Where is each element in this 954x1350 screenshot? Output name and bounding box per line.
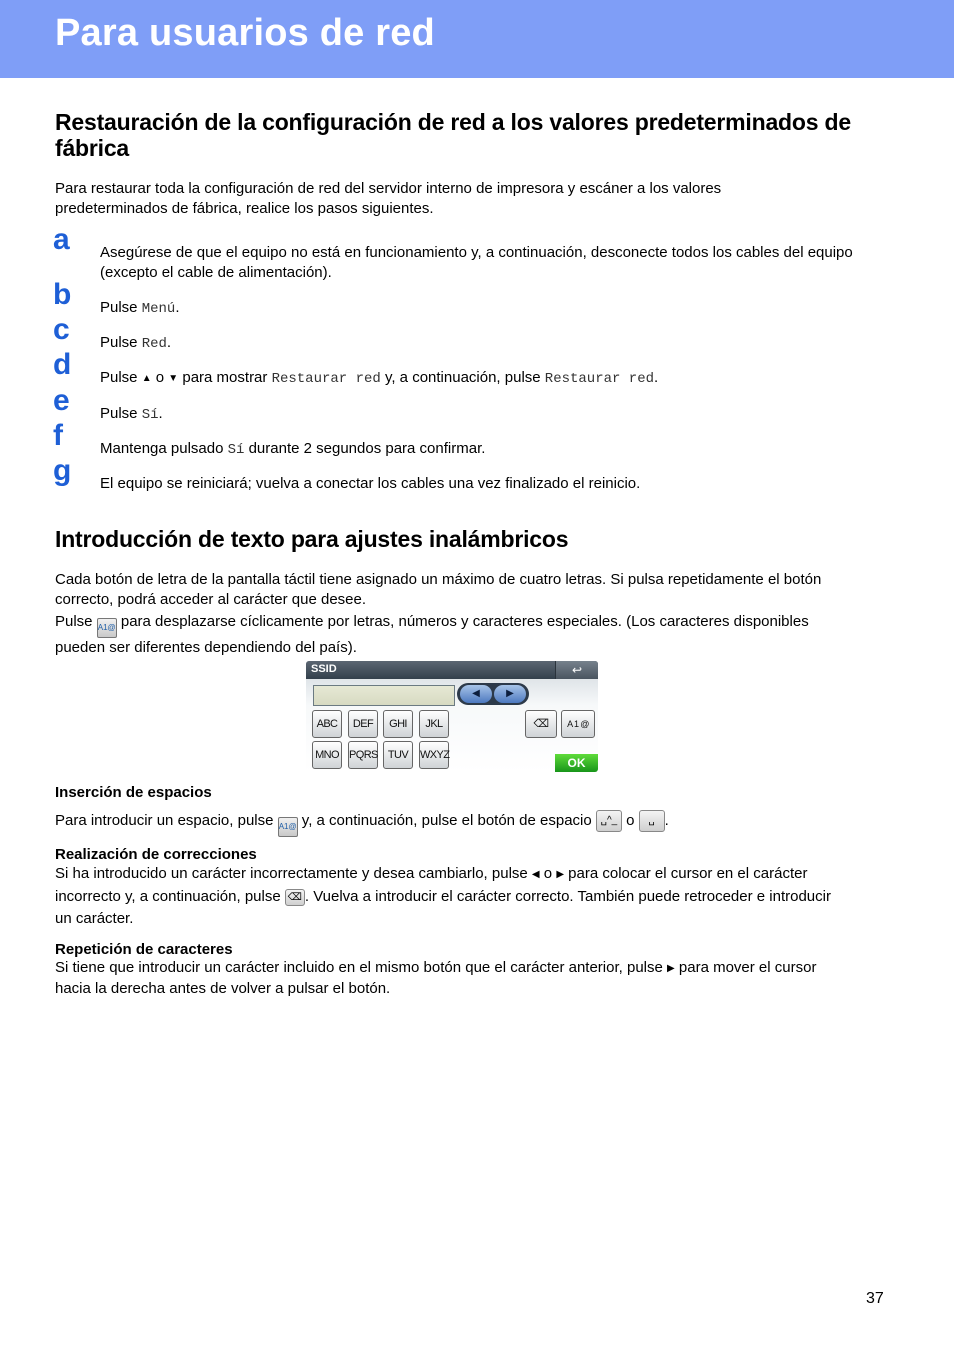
step-text-mid: y, a continuación, pulse xyxy=(380,369,545,386)
spaces-title: Inserción de espacios xyxy=(55,784,212,801)
spaces-pre: Para introducir un espacio, pulse xyxy=(55,811,278,829)
ok-button: OK xyxy=(555,754,598,772)
a1-mode-icon: A1@ xyxy=(97,618,117,638)
key-jkl: JKL xyxy=(419,710,449,738)
ssid-input-field xyxy=(313,685,455,706)
key-mno: MNO xyxy=(312,741,342,769)
step-text-post: durante 2 segundos para confirmar. xyxy=(244,440,486,457)
corrections-or: o xyxy=(539,865,557,882)
key-ghi: GHI xyxy=(383,710,413,738)
step-letter: g xyxy=(53,454,72,487)
step-letter: d xyxy=(53,348,72,381)
lcd-red-label: Red xyxy=(141,336,167,352)
space-key-icon: ␣ xyxy=(639,810,665,832)
repeat-text xyxy=(55,958,850,998)
right-arrow-icon: ▶ xyxy=(494,685,526,703)
repeat-post: para mover el cursor hacia la derecha antes de volver a pulsar el botón. xyxy=(55,959,817,997)
screen-title: SSID xyxy=(311,663,337,675)
step-text xyxy=(100,404,855,426)
corrections-title: Realización de correcciones xyxy=(55,846,257,863)
cursor-arrow-buttons xyxy=(457,683,529,705)
step-text-mid: o xyxy=(151,369,169,386)
backspace-icon: ⌫ xyxy=(525,710,557,738)
step-text-post: . xyxy=(166,334,172,351)
key-def: DEF xyxy=(348,710,378,738)
step-text-mid: para mostrar xyxy=(178,369,272,386)
repeat-title: Repetición de caracteres xyxy=(55,941,233,958)
a1-mode-icon: A1@ xyxy=(278,817,298,837)
section-text-entry-para1: Cada botón de letra de la pantalla táctil tiene asignado un máximo de cuatro letras. Si pulsa repetidamente el botón correcto, podrá acceder al carácter que desee. xyxy=(55,571,822,608)
corrections-text xyxy=(55,863,850,930)
lcd-restaurar-label: Restaurar red xyxy=(544,371,655,387)
para2-pre: Pulse xyxy=(55,613,97,630)
step-text-pre: Pulse xyxy=(100,369,142,386)
header-banner xyxy=(0,0,954,78)
section-text-entry-title: Introducción de texto para ajustes inalámbricos xyxy=(55,526,569,552)
step-letter: c xyxy=(53,313,70,346)
step-text-post: . xyxy=(175,299,180,316)
step-letter: f xyxy=(53,419,63,452)
back-icon: ↩ xyxy=(555,661,598,679)
step-text-pre: Pulse xyxy=(100,405,142,422)
corrections-mid: para colocar el cursor en el carácter incorrecto y, a continuación, pulse xyxy=(55,865,808,905)
right-arrow-icon: ▶ xyxy=(667,963,675,974)
section-restore-title-wrap xyxy=(55,109,855,161)
spaces-mid: y, a continuación, pulse el botón de espacio xyxy=(297,811,596,829)
step-text-pre: Pulse xyxy=(100,299,142,316)
section-restore-intro: Para restaurar toda la configuración de red del servidor interno de impresora y escáner a los valores predeterminados de fábrica, realice los pasos siguientes. xyxy=(55,180,722,217)
section-text-entry-title-wrap xyxy=(55,526,855,552)
repeat-section xyxy=(55,941,850,998)
spaces-section xyxy=(55,784,855,837)
backspace-icon: ⌫ xyxy=(285,889,305,906)
step-text xyxy=(100,439,855,461)
lcd-si-label: Sí xyxy=(227,442,245,458)
step-text: El equipo se reiniciará; vuelva a conectar los cables una vez finalizado el reinicio. xyxy=(100,475,641,492)
step-text xyxy=(100,298,855,320)
lcd-si-label: Sí xyxy=(141,407,159,423)
down-arrow-icon: ▼ xyxy=(168,373,179,384)
step-text-post: . xyxy=(158,405,163,422)
corrections-section xyxy=(55,846,850,930)
left-arrow-icon: ◀ xyxy=(460,685,492,703)
a1-mode-key: A 1 @ xyxy=(561,710,595,738)
key-wxyz: WXYZ xyxy=(419,741,449,769)
key-tuv: TUV xyxy=(383,741,413,769)
spaces-text xyxy=(55,810,855,837)
section-restore-title: Restauración de la configuración de red a los valores predeterminados de fábrica xyxy=(55,109,851,161)
section-text-entry-body xyxy=(55,570,850,658)
spaces-post: . xyxy=(664,811,669,829)
step-letter: e xyxy=(53,384,70,417)
spaces-or: o xyxy=(621,811,639,829)
up-arrow-icon: ▲ xyxy=(141,373,152,384)
step-text xyxy=(100,368,855,390)
step-letter: a xyxy=(53,223,70,256)
lcd-restaurar-label: Restaurar red xyxy=(271,371,381,387)
key-pqrs: PQRS xyxy=(348,741,378,769)
right-arrow-icon: ▶ xyxy=(556,869,565,880)
repeat-pre: Si tiene que introducir un carácter incluido en el mismo botón que el carácter anterior, pulse xyxy=(55,959,668,976)
lcd-menu-label: Menú xyxy=(141,301,176,317)
page-number: 37 xyxy=(866,1290,884,1307)
page-title: Para usuarios de red xyxy=(55,12,435,54)
step-text-pre: Mantenga pulsado xyxy=(100,440,228,457)
key-abc: ABC xyxy=(312,710,342,738)
section-text-entry-para2 xyxy=(55,612,850,658)
corrections-post: . Vuelva a introducir el carácter correcto. También puede retroceder e introducir un carácter. xyxy=(55,888,831,927)
section-restore-intro-wrap xyxy=(55,179,835,218)
para2-post: para desplazarse cíclicamente por letras, números y caracteres especiales. (Los caracteres disponibles pueden ser diferentes dependiendo del país). xyxy=(55,613,809,656)
touchscreen-illustration xyxy=(306,661,598,772)
step-text-pre: Pulse xyxy=(100,334,142,351)
left-arrow-icon: ◀ xyxy=(531,869,540,880)
space-key-icon: ␣^_ xyxy=(596,810,622,832)
corrections-pre: Si ha introducido un carácter incorrectamente y desea cambiarlo, pulse xyxy=(55,865,532,882)
step-text-post: . xyxy=(654,369,659,386)
step-text xyxy=(100,333,855,355)
step-letter: b xyxy=(53,278,72,311)
step-text: Asegúrese de que el equipo no está en funcionamiento y, a continuación, desconecte todos los cables del equipo (excepto el cable de alimentación). xyxy=(100,244,853,281)
